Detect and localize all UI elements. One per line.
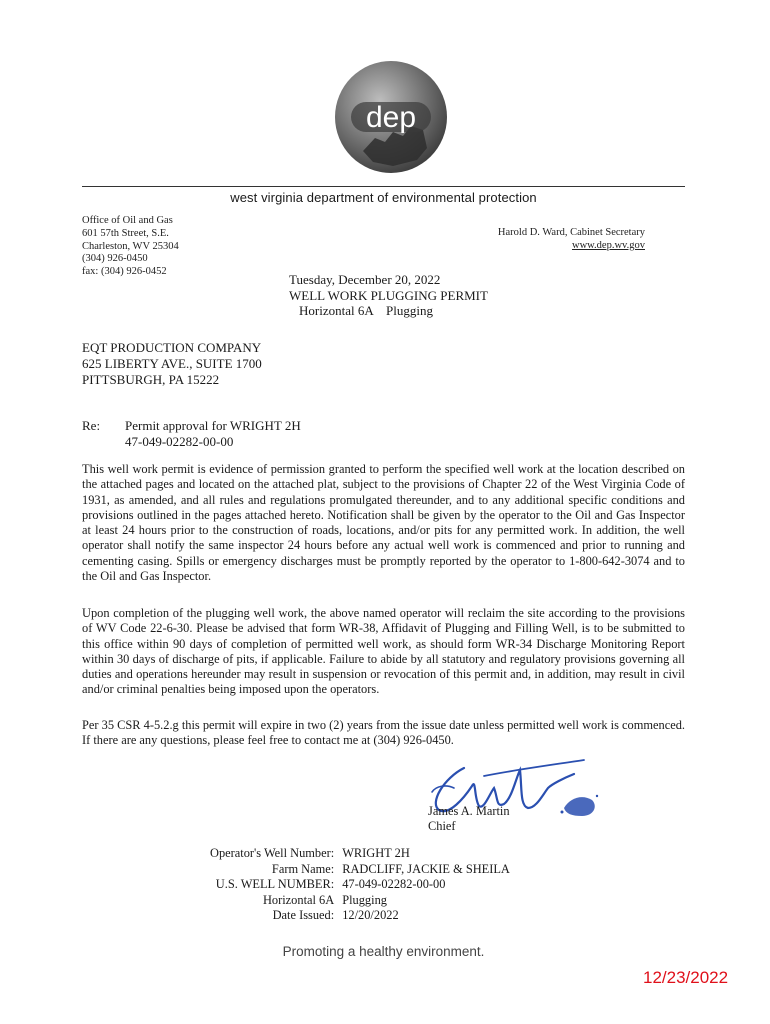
body-paragraph-2: Upon completion of the plugging well work, the above named operator will reclaim the site according to the provisions of WV Code 22-6-30. Please be advised that form WR-38, Affidavit of Plugging and Filling Well, is to be submitted to this office within 90 days of completion of permitted well work, as should form WR-34 Discharge Monitoring Report within 30 days of discharge of pits, if applicable. Failure to abide by all statutory and regulatory provisions governing all duties and operations hereunder may result in suspension or revocation of this permit and, in addition, may result in civil and/or criminal penalties being imposed upon the operators. bbox=[82, 606, 685, 697]
recipient-line: EQT PRODUCTION COMPANY bbox=[82, 340, 262, 355]
recipient-address bbox=[82, 340, 262, 387]
letter-date: Tuesday, December 20, 2022 bbox=[289, 272, 441, 287]
re-block bbox=[82, 418, 301, 449]
well-info-value: Plugging bbox=[342, 892, 387, 907]
office-line: Office of Oil and Gas bbox=[82, 215, 173, 226]
secretary-block bbox=[498, 227, 645, 253]
secretary-name: Harold D. Ward, Cabinet Secretary bbox=[497, 227, 645, 238]
well-info-value: RADCLIFF, JACKIE & SHEILA bbox=[342, 861, 510, 876]
office-address bbox=[82, 215, 179, 279]
well-info-label: U.S. WELL NUMBER: bbox=[215, 877, 335, 892]
re-label: Re: bbox=[82, 418, 101, 433]
well-info-label: Date Issued: bbox=[272, 908, 335, 923]
website-link[interactable]: www.dep.wv.gov bbox=[571, 239, 645, 251]
well-info-row bbox=[210, 862, 510, 878]
agency-name: west virginia department of environmental protection bbox=[230, 190, 537, 205]
well-info-label: Horizontal 6A bbox=[262, 892, 335, 907]
re-subject: Permit approval for WRIGHT 2H bbox=[125, 418, 301, 433]
office-line: Charleston, WV 25304 bbox=[82, 240, 179, 252]
well-info-row bbox=[210, 877, 510, 893]
permit-subtitle: Horizontal 6A Plugging bbox=[299, 303, 433, 318]
recipient-line: 625 LIBERTY AVE., SUITE 1700 bbox=[82, 355, 262, 371]
well-info-row bbox=[210, 846, 510, 862]
signer-title: Chief bbox=[428, 819, 456, 833]
received-date-stamp: 12/23/2022 bbox=[643, 968, 729, 987]
well-info-value: 12/20/2022 bbox=[342, 908, 399, 923]
signer-name: James A. Martin bbox=[428, 804, 510, 818]
well-info-table bbox=[210, 846, 510, 924]
office-line: fax: (304) 926-0452 bbox=[82, 266, 167, 278]
logo-text: dep bbox=[365, 101, 417, 134]
footer-slogan: Promoting a healthy environment. bbox=[282, 944, 485, 959]
office-line: 601 57th Street, S.E. bbox=[82, 227, 169, 239]
well-info-row bbox=[210, 893, 510, 909]
well-info-row bbox=[210, 908, 510, 924]
ink-stamp-mark bbox=[560, 790, 600, 820]
letter-heading bbox=[289, 272, 488, 319]
permit-title: WELL WORK PLUGGING PERMIT bbox=[289, 287, 488, 303]
well-info-value: WRIGHT 2H bbox=[342, 846, 410, 860]
body-paragraph-3: Per 35 CSR 4-5.2.g this permit will expire in two (2) years from the issue date unless permitted well work is commenced. If there are any questions, please feel free to contact me at (304) 926-0450. bbox=[82, 718, 685, 748]
well-info-label: Farm Name: bbox=[271, 861, 335, 876]
re-api-number: 47-049-02282-00-00 bbox=[125, 433, 234, 449]
office-line: (304) 926-0450 bbox=[82, 253, 148, 265]
well-info-value: 47-049-02282-00-00 bbox=[342, 877, 446, 892]
header-rule bbox=[82, 186, 685, 187]
well-info-label: Operator's Well Number: bbox=[210, 846, 335, 860]
recipient-line: PITTSBURGH, PA 15222 bbox=[82, 371, 220, 387]
dep-logo bbox=[333, 56, 449, 178]
body-paragraph-1: This well work permit is evidence of permission granted to perform the specified well work at the location described on the attached pages and located on the attached plat, subject to the provisions of Chapter 22 of the West Virginia Code of 1931, as amended, and all rules and regulations promulgated thereunder, and to any additional specific conditions and provisions outlined in the pages attached hereto. Notification shall be given by the operator to the Oil and Gas Inspector at least 24 hours prior to the construction of roads, locations, and/or pits for any permitted work. In addition, the well operator shall notify the same inspector 24 hours before any actual well work is commenced and prior to running and cementing casing. Spills or emergency discharges must be promptly reported by the operator to 1-800-642-3074 and to the Oil and Gas Inspector. bbox=[82, 462, 685, 584]
signer-block bbox=[428, 804, 510, 834]
